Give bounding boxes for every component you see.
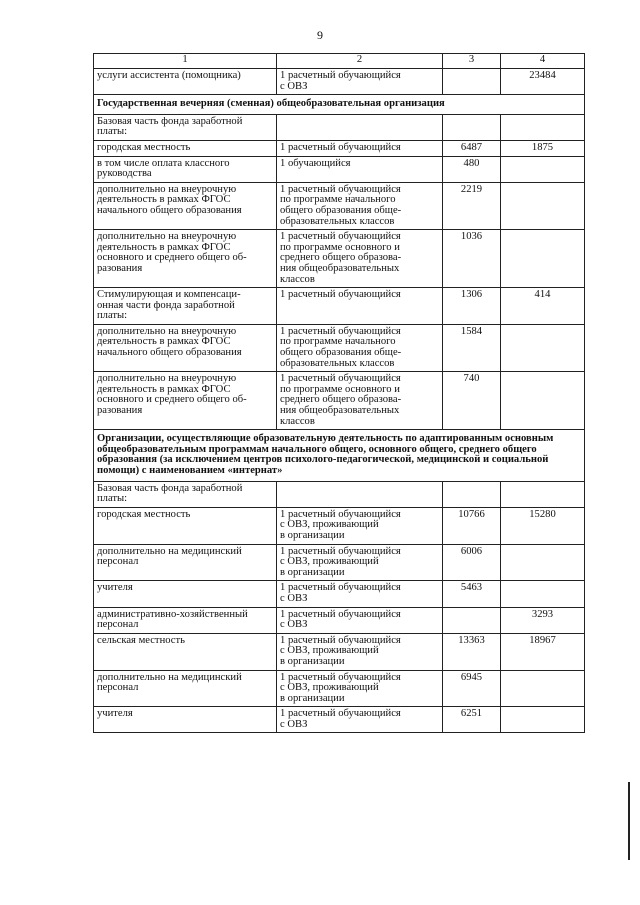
- indicator-cell: сельская местность: [94, 633, 277, 670]
- value-cell-3: 740: [443, 372, 501, 430]
- value-cell-4: 3293: [501, 607, 585, 633]
- indicator-cell: административно-хозяйственный персонал: [94, 607, 277, 633]
- indicator-cell: Базовая часть фонда заработной платы:: [94, 114, 277, 140]
- indicator-cell: дополнительно на внеурочную деятельность в рамках ФГОС основного и среднего общего об- разования: [94, 230, 277, 288]
- value-cell-3: [443, 114, 501, 140]
- table-row: [94, 372, 585, 430]
- value-cell-3: 6487: [443, 140, 501, 156]
- value-cell-4: [501, 372, 585, 430]
- norms-table: [93, 53, 585, 733]
- column-number: 4: [501, 54, 585, 69]
- value-cell-3: 2219: [443, 182, 501, 229]
- unit-cell: 1 расчетный обучающийся с ОВЗ: [277, 581, 443, 607]
- column-number: 2: [277, 54, 443, 69]
- value-cell-4: 18967: [501, 633, 585, 670]
- section-heading: Организации, осуществляющие образовательную деятельность по адаптированным основным общеобразовательным программам начального общего, основного общего, среднего общего образования (за исключением центров психолого-педагогической, медицинской и социальной помощи) с наименованием «интернат»: [94, 430, 585, 481]
- value-cell-3: 5463: [443, 581, 501, 607]
- table-row: [94, 670, 585, 707]
- value-cell-4: [501, 707, 585, 733]
- column-number: 1: [94, 54, 277, 69]
- value-cell-4: 1875: [501, 140, 585, 156]
- value-cell-4: 23484: [501, 69, 585, 95]
- table-row: [94, 481, 585, 507]
- indicator-cell: дополнительно на медицинский персонал: [94, 544, 277, 581]
- value-cell-3: 6251: [443, 707, 501, 733]
- unit-cell: 1 расчетный обучающийся с ОВЗ: [277, 69, 443, 95]
- value-cell-4: [501, 156, 585, 182]
- unit-cell: [277, 481, 443, 507]
- unit-cell: [277, 114, 443, 140]
- value-cell-3: 480: [443, 156, 501, 182]
- value-cell-3: 6945: [443, 670, 501, 707]
- section-heading: Государственная вечерняя (сменная) общеобразовательная организация: [94, 95, 585, 115]
- unit-cell: 1 расчетный обучающийся по программе начального общего образования обще- образовательных классов: [277, 182, 443, 229]
- indicator-cell: дополнительно на внеурочную деятельность в рамках ФГОС начального общего образования: [94, 182, 277, 229]
- indicator-cell: дополнительно на медицинский персонал: [94, 670, 277, 707]
- table-row: [94, 114, 585, 140]
- table-body: [94, 54, 585, 733]
- unit-cell: 1 расчетный обучающийся с ОВЗ, проживающий в организации: [277, 544, 443, 581]
- indicator-cell: услуги ассистента (помощника): [94, 69, 277, 95]
- value-cell-3: [443, 481, 501, 507]
- indicator-cell: учителя: [94, 707, 277, 733]
- indicator-cell: Стимулирующая и компенсаци- онная части фонда заработной платы:: [94, 288, 277, 325]
- value-cell-4: 414: [501, 288, 585, 325]
- value-cell-4: [501, 114, 585, 140]
- value-cell-4: 15280: [501, 507, 585, 544]
- table-row: [94, 140, 585, 156]
- table-row: [94, 607, 585, 633]
- value-cell-3: 10766: [443, 507, 501, 544]
- table-row: [94, 707, 585, 733]
- table-row: [94, 69, 585, 95]
- value-cell-4: [501, 581, 585, 607]
- value-cell-3: [443, 69, 501, 95]
- unit-cell: 1 расчетный обучающийся с ОВЗ, проживающий в организации: [277, 507, 443, 544]
- table-row: [94, 324, 585, 371]
- section-heading-row: [94, 95, 585, 115]
- table-row: [94, 182, 585, 229]
- section-heading-row: [94, 430, 585, 481]
- unit-cell: 1 расчетный обучающийся с ОВЗ, проживающий в организации: [277, 633, 443, 670]
- unit-cell: 1 расчетный обучающийся с ОВЗ: [277, 707, 443, 733]
- value-cell-3: 13363: [443, 633, 501, 670]
- value-cell-3: 1306: [443, 288, 501, 325]
- unit-cell: 1 обучающийся: [277, 156, 443, 182]
- value-cell-4: [501, 481, 585, 507]
- unit-cell: 1 расчетный обучающийся по программе основного и среднего общего образова- ния общеобразовательных классов: [277, 230, 443, 288]
- value-cell-3: [443, 607, 501, 633]
- value-cell-4: [501, 670, 585, 707]
- table-row: [94, 633, 585, 670]
- value-cell-4: [501, 324, 585, 371]
- unit-cell: 1 расчетный обучающийся по программе начального общего образования обще- образовательных классов: [277, 324, 443, 371]
- value-cell-4: [501, 544, 585, 581]
- unit-cell: 1 расчетный обучающийся: [277, 288, 443, 325]
- table-row: [94, 507, 585, 544]
- margin-mark: [628, 782, 630, 860]
- table-row: [94, 544, 585, 581]
- table-row: [94, 230, 585, 288]
- indicator-cell: Базовая часть фонда заработной платы:: [94, 481, 277, 507]
- table-row: [94, 288, 585, 325]
- column-number: 3: [443, 54, 501, 69]
- indicator-cell: в том числе оплата классного руководства: [94, 156, 277, 182]
- indicator-cell: городская местность: [94, 140, 277, 156]
- indicator-cell: дополнительно на внеурочную деятельность в рамках ФГОС основного и среднего общего об- разования: [94, 372, 277, 430]
- unit-cell: 1 расчетный обучающийся по программе основного и среднего общего образова- ния общеобразовательных классов: [277, 372, 443, 430]
- indicator-cell: дополнительно на внеурочную деятельность в рамках ФГОС начального общего образования: [94, 324, 277, 371]
- value-cell-3: 1036: [443, 230, 501, 288]
- unit-cell: 1 расчетный обучающийся с ОВЗ, проживающий в организации: [277, 670, 443, 707]
- value-cell-3: 1584: [443, 324, 501, 371]
- unit-cell: 1 расчетный обучающийся: [277, 140, 443, 156]
- unit-cell: 1 расчетный обучающийся с ОВЗ: [277, 607, 443, 633]
- value-cell-4: [501, 182, 585, 229]
- indicator-cell: городская местность: [94, 507, 277, 544]
- table-row: [94, 156, 585, 182]
- indicator-cell: учителя: [94, 581, 277, 607]
- table-row: [94, 581, 585, 607]
- value-cell-3: 6006: [443, 544, 501, 581]
- value-cell-4: [501, 230, 585, 288]
- column-number-row: [94, 54, 585, 69]
- page-number: 9: [317, 28, 323, 42]
